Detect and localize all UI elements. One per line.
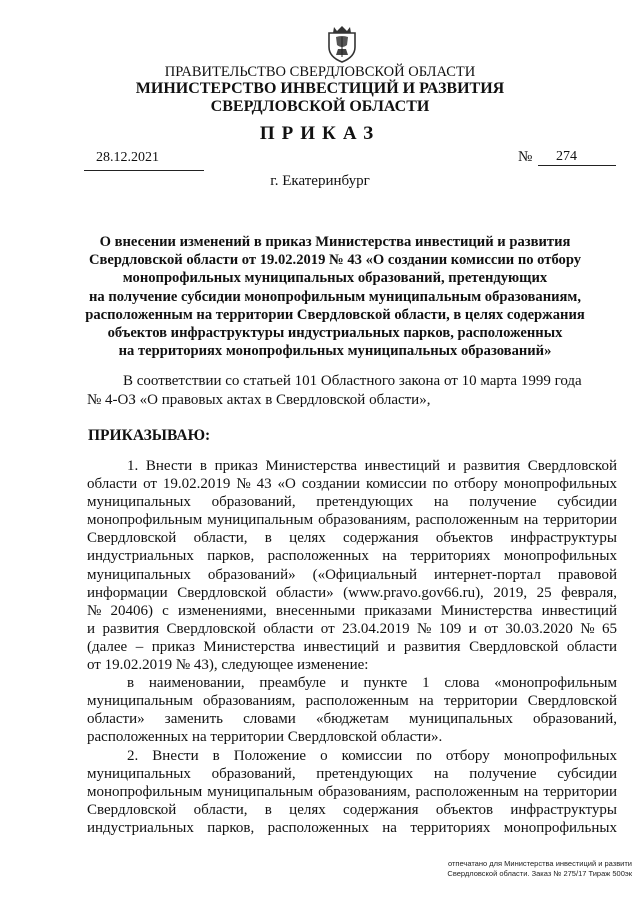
body-line: муниципальных образований, претендующих на получение субсидии	[87, 494, 617, 511]
print-footer	[447, 859, 632, 879]
city: г. Екатеринбург	[270, 173, 370, 189]
footer-line: Свердловской области. Заказ № 275/17 Тираж 500эк	[447, 869, 632, 878]
title-line: О внесении изменений в приказ Министерства инвестиций и развития	[99, 234, 571, 250]
body-line: и развития Свердловской области от 23.04.2019 № 109 и от 30.03.2020 № 65	[87, 620, 617, 637]
body-line: № 20406) с изменениями, внесенными приказами Министерства инвестиций	[87, 602, 617, 619]
ministry-name-line1: МИНИСТЕРСТВО ИНВЕСТИЦИЙ И РАЗВИТИЯ	[135, 80, 505, 97]
document-date: 28.12.2021	[96, 150, 159, 165]
title-line: объектов инфраструктуры индустриальных парков, расположенных	[107, 325, 563, 342]
body-line: муниципальных образований, претендующих на получение субсидии	[87, 765, 617, 782]
title-line: на получение субсидии монопрофильным муниципальным образованиям,	[89, 288, 581, 305]
body-line: монопрофильным муниципальным образованиям, расположенным на территории	[87, 512, 617, 529]
body-line: области от 19.02.2019 № 43 «О создании комиссии по отбору монопрофильных	[87, 476, 617, 493]
body-line: (далее – приказ Министерства инвестиций и развития Свердловской области	[87, 638, 617, 655]
body-line: муниципальных образований» («Официальный интернет-портал правовой	[87, 566, 617, 583]
body-line: муниципальным образованиям, расположенным на территории Свердловской	[87, 693, 617, 710]
number-underline	[538, 165, 616, 166]
document-number: 274	[556, 149, 577, 164]
preamble-line: В соответствии со статьей 101 Областного закона от 10 марта 1999 года	[123, 373, 582, 389]
body-line: индустриальных парков, расположенных на территориях монопрофильных	[87, 819, 617, 836]
body-line: монопрофильным муниципальным образованиям, расположенным на территории	[87, 783, 617, 800]
order-body	[87, 457, 617, 837]
title-line: на территориях монопрофильных муниципальных образований»	[118, 343, 552, 360]
ministry-name-line2: СВЕРДЛОВСКОЙ ОБЛАСТИ	[210, 98, 430, 115]
body-line: индустриальных парков, расположенных на территориях монопрофильных	[87, 548, 617, 565]
title-line: монопрофильных муниципальных образований, претендующих	[122, 270, 548, 287]
title-line: расположенным на территории Свердловской области, в целях содержания	[85, 306, 585, 323]
number-sign: №	[518, 149, 533, 165]
body-line: Свердловской области, в целях содержания объектов инфраструктуры	[87, 530, 617, 547]
document-type: ПРИКАЗ	[259, 123, 381, 144]
preamble-line: № 4-ОЗ «О правовых актах в Свердловской области»,	[87, 391, 431, 408]
coat-of-arms-icon	[327, 25, 357, 63]
body-line: Свердловской области, в целях содержания объектов инфраструктуры	[87, 801, 617, 818]
body-line: расположенных на территории Свердловской области».	[87, 729, 443, 746]
document-title	[70, 233, 600, 360]
body-line: в наименовании, преамбуле и пункте 1 слова «монопрофильным	[127, 675, 617, 692]
body-line: области» заменить словами «бюджетам муниципальных образований,	[87, 711, 617, 728]
footer-line: отпечатано для Министерства инвестиций и развити	[447, 859, 632, 868]
body-line: 1. Внести в приказ Министерства инвестиций и развития Свердловской	[127, 458, 617, 474]
body-line: 2. Внести в Положение о комиссии по отбору монопрофильных	[127, 747, 617, 764]
government-name: ПРАВИТЕЛЬСТВО СВЕРДЛОВСКОЙ ОБЛАСТИ	[164, 64, 476, 80]
body-line: информации Свердловской области» (www.pravo.gov66.ru), 2019, 25 февраля,	[87, 584, 617, 601]
order-word: ПРИКАЗЫВАЮ:	[88, 427, 211, 444]
date-underline	[84, 170, 204, 171]
preamble	[87, 372, 616, 409]
body-line: от 19.02.2019 № 43), следующее изменение:	[87, 657, 369, 674]
title-line: Свердловской области от 19.02.2019 № 43 «О создании комиссии по отбору	[88, 252, 582, 269]
